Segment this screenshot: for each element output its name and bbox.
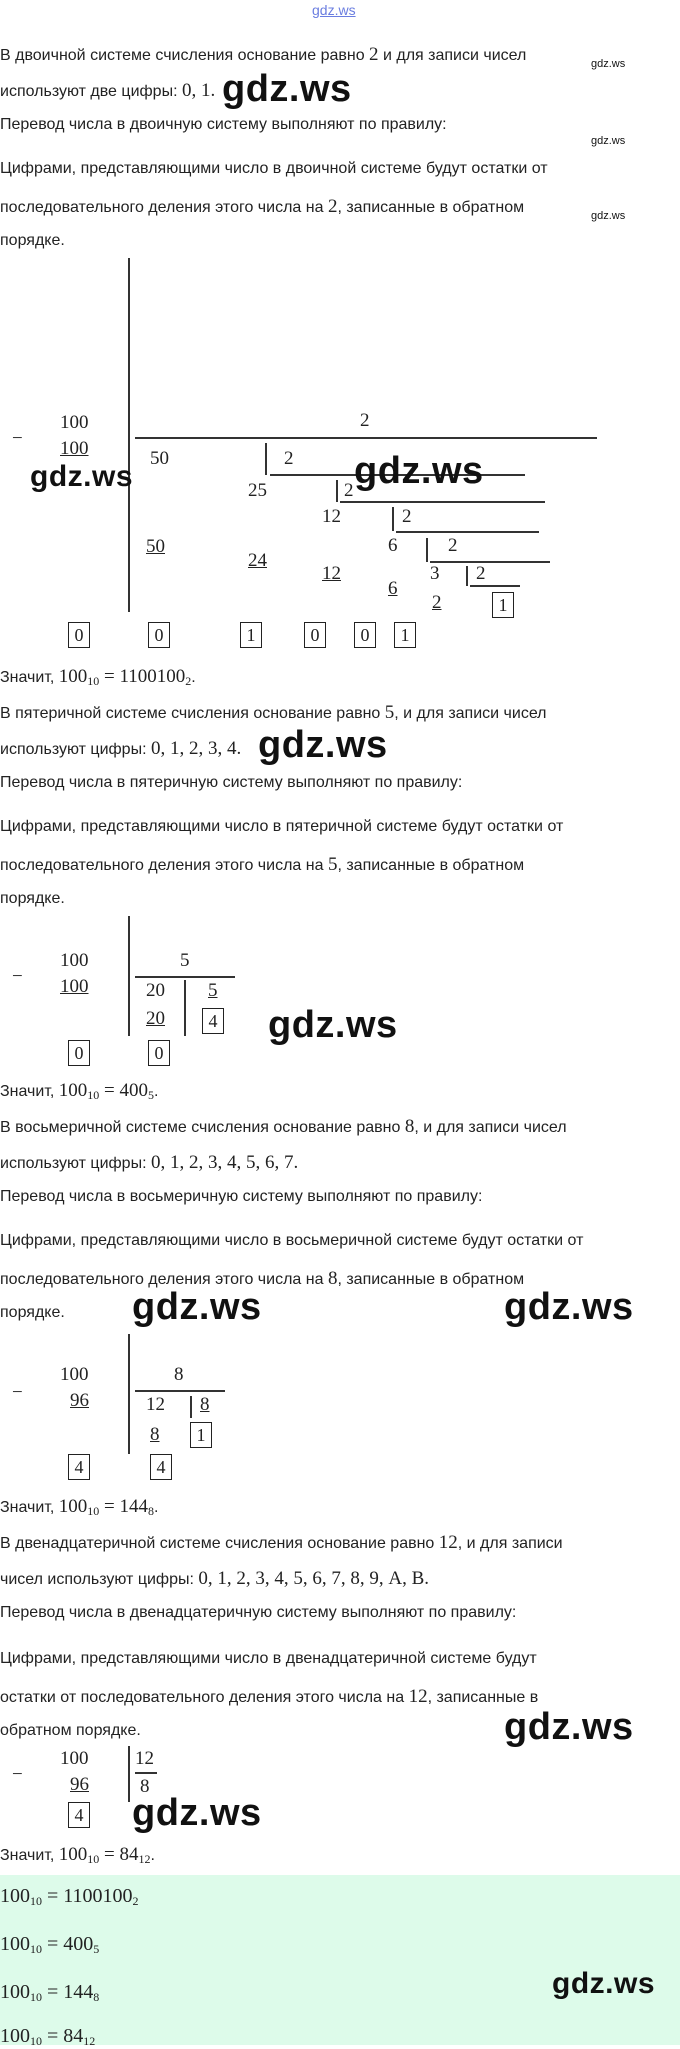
quinary-rule: Перевод числа в пятеричную систему выполняют по правилу: [0,774,463,791]
math: = [99,1844,120,1865]
math: 8 [404,1116,415,1137]
octal-intro-line1 [0,1116,567,1138]
watermark-top[interactable]: gdz.ws [312,2,356,18]
math: 12 [438,1532,458,1553]
octal-rule-desc-2 [0,1268,524,1290]
text: Значит, [0,1847,59,1864]
divisor: 2 [448,535,458,556]
division-bar-vertical [190,1396,192,1418]
remainder-box: 0 [354,622,376,648]
binary-rule-desc-1: Цифрами, представляющими число в двоичной системе будут остатки от [0,160,548,177]
division-bar-vertical [128,1746,130,1802]
subtrahend: 8 [150,1424,160,1445]
text: чисел используют цифры: [0,1571,199,1588]
math: 400 [63,1933,94,1955]
duodecimal-rule-desc-2 [0,1686,538,1708]
division-bar-vertical [392,507,394,531]
math: 100 [0,1933,30,1955]
duodecimal-rule-desc-1: Цифрами, представляющими число в двенадцатеричной системе будут [0,1650,537,1667]
remainder-box: 0 [304,622,326,648]
binary-rule-desc-2 [0,196,524,218]
text: и для записи чисел [378,47,527,64]
remainder-box: 4 [68,1454,90,1480]
quinary-intro-line1 [0,702,547,724]
quotient: 3 [430,563,440,584]
math: 5 [147,1088,154,1102]
subtrahend: 96 [70,1774,89,1795]
text: последовательного деления этого числа на [0,1271,328,1288]
octal-rule-desc-3: порядке. [0,1304,65,1321]
text: используют цифры: [0,741,151,758]
subtrahend: 12 [322,563,341,584]
text: используют две цифры: [0,83,182,100]
math: 0, 1. [181,80,216,101]
division-bar-vertical [466,566,468,586]
octal-rule: Перевод числа в восьмеричную систему выполняют по правилу: [0,1188,483,1205]
math: 0, 1, 2, 3, 4, 5, 6, 7. [150,1152,299,1173]
watermark-large: gdz.ws [268,1004,398,1046]
octal-intro-line2 [0,1152,298,1174]
quinary-intro-line2 [0,738,241,760]
math: = [99,666,120,687]
duodecimal-result [0,1844,155,1867]
math: 2 [369,44,379,65]
divisor: 2 [476,563,486,584]
math: 12 [83,2034,96,2048]
quinary-rule-desc-2 [0,854,524,876]
text: Значит, [0,1083,59,1100]
division-bar-vertical [128,916,130,1036]
math: 10 [87,1504,100,1518]
math: 12 [138,1852,151,1866]
text: последовательного деления этого числа на [0,857,328,874]
remainder-box: 1 [492,592,514,618]
dividend: 100 [60,950,89,971]
subtrahend: 50 [146,536,165,557]
remainder-box: 1 [240,622,262,648]
division-bar-horizontal [135,437,597,439]
math: 8 [327,1268,338,1289]
remainder-box: 4 [202,1008,224,1034]
watermark-large: gdz.ws [552,1967,656,2000]
text: , записанные в обратном [337,1271,525,1288]
math: 10 [30,1990,42,2004]
math: 2 [327,196,338,217]
minus-sign: − [12,966,23,987]
math: 100 [58,1080,88,1101]
octal-rule-desc-1: Цифрами, представляющими число в восьмеричной системе будут остатки от [0,1232,584,1249]
text: , и для записи чисел [414,1119,567,1136]
subtrahend: 96 [70,1390,89,1411]
math: 144 [63,1981,94,2003]
text: , записанные в обратном [337,199,525,216]
math: = [42,1981,64,2003]
summary-line [0,2025,95,2049]
math: 1100100 [63,1885,133,1907]
watermark-large: gdz.ws [132,1792,262,1834]
math: 2 [185,674,192,688]
summary-line [0,1885,139,1909]
math: 5 [384,702,395,723]
division-bar-vertical [128,1334,130,1454]
text: В двоичной системе счисления основание равно [0,47,370,64]
text: , записанные в [427,1689,539,1706]
binary-intro-line2 [0,80,215,102]
division-bar-horizontal [430,561,550,563]
subtrahend: 2 [432,592,442,613]
dividend: 100 [60,1364,89,1385]
remainder-box: 1 [394,622,416,648]
subtrahend: 6 [388,578,398,599]
remainder-box: 0 [68,622,90,648]
math: 10 [87,674,100,688]
math: = [42,1933,64,1955]
octal-result [0,1496,158,1519]
answer-summary [0,1875,680,2048]
math: 0, 1, 2, 3, 4. [150,738,242,759]
math [59,1080,154,1101]
math: 2 [132,1894,139,1908]
subtrahend: 100 [60,438,89,459]
minus-sign: − [12,1382,23,1403]
divisor: 8 [174,1364,184,1385]
text: . [153,1499,159,1516]
division-bar-horizontal [135,1772,157,1774]
division-bar-vertical [184,980,186,1036]
text: Значит, [0,669,59,686]
division-bar-horizontal [135,976,235,978]
math: 100 [58,1496,88,1517]
math: 8 [147,1504,154,1518]
divisor: 8 [200,1394,210,1415]
math: 144 [119,1496,148,1517]
binary-rule-desc-3: порядке. [0,232,65,249]
quinary-rule-desc-1: Цифрами, представляющими число в пятеричной системе будут остатки от [0,818,564,835]
binary-result [0,666,196,689]
text: . [191,669,196,686]
watermark-large: gdz.ws [354,450,484,492]
math: = [42,2025,64,2047]
text: В пятеричной системе счисления основание равно [0,705,385,722]
text: . [150,1847,155,1864]
watermark-large: gdz.ws [132,1286,262,1328]
text: используют цифры: [0,1155,151,1172]
binary-intro-line1 [0,44,526,66]
division-bar-vertical [336,480,338,502]
math: 5 [93,1942,100,1956]
watermark-large: gdz.ws [504,1286,634,1328]
division-bar-vertical [128,258,130,612]
quinary-result [0,1080,158,1103]
watermark-large: gdz.ws [30,460,134,493]
duodecimal-rule-desc-3: обратном порядке. [0,1722,141,1739]
math [59,1844,151,1865]
watermark-small: gdz.ws [591,135,626,147]
math: 10 [87,1088,100,1102]
quotient: 25 [248,480,267,501]
summary-line [0,1981,99,2005]
math: 10 [30,1942,42,1956]
math [59,1496,154,1517]
text: , и для записи чисел [394,705,547,722]
remainder-box: 4 [150,1454,172,1480]
duodecimal-rule: Перевод числа в двенадцатеричную систему выполняют по правилу: [0,1604,517,1621]
duodecimal-intro-line2 [0,1568,429,1590]
division-bar-horizontal [396,531,539,533]
binary-rule: Перевод числа в двоичную систему выполняют по правилу: [0,116,447,133]
math: 8 [93,1990,100,2004]
division-bar-vertical [426,538,428,562]
text: В восьмеричной системе счисления основание равно [0,1119,405,1136]
dividend: 100 [60,412,89,433]
quotient: 6 [388,535,398,556]
minus-sign: − [12,428,23,449]
math: = [42,1885,64,1907]
divisor: 2 [344,480,354,501]
division-bar-vertical [265,443,267,475]
divisor: 2 [284,448,294,469]
quotient: 12 [322,506,341,527]
math [59,666,192,687]
math: 10 [30,1894,42,1908]
division-bar-horizontal [470,585,520,587]
watermark-small: gdz.ws [591,58,626,70]
remainder-box: 0 [68,1040,90,1066]
subtrahend: 20 [146,1008,165,1029]
math: 12 [408,1686,428,1707]
divisor: 2 [360,410,370,431]
math: 400 [119,1080,148,1101]
minus-sign: − [12,1764,23,1785]
text: остатки от последовательного деления этого числа на [0,1689,409,1706]
math: 100 [0,2025,30,2047]
quotient: 20 [146,980,165,1001]
math: 100 [58,1844,88,1865]
remainder-box: 4 [68,1802,90,1828]
math: 10 [30,2034,42,2048]
duodecimal-intro-line1 [0,1532,563,1554]
division-bar-horizontal [135,1390,225,1392]
quotient: 12 [146,1394,165,1415]
text: В двенадцатеричной системе счисления основание равно [0,1535,439,1552]
math: 10 [87,1852,100,1866]
text: , и для записи [457,1535,563,1552]
math: 84 [119,1844,139,1865]
quinary-rule-desc-3: порядке. [0,890,65,907]
text: последовательного деления этого числа на [0,199,328,216]
math: 0, 1, 2, 3, 4, 5, 6, 7, 8, 9, A, B. [198,1568,430,1589]
math: 1100100 [119,666,186,687]
quotient: 8 [140,1776,150,1797]
dividend: 100 [60,1748,89,1769]
watermark-large: gdz.ws [258,724,388,766]
math: 100 [58,666,88,687]
remainder-box: 1 [190,1422,212,1448]
divisor: 5 [208,980,218,1001]
text: Значит, [0,1499,59,1516]
math: 100 [0,1885,30,1907]
math: 100 [0,1981,30,2003]
watermark-large: gdz.ws [504,1706,634,1748]
math: 84 [63,2025,84,2047]
summary-line [0,1933,99,1957]
math: = [99,1496,120,1517]
math: 5 [327,854,338,875]
divisor: 12 [135,1748,154,1769]
quotient: 50 [150,448,169,469]
remainder-box: 0 [148,622,170,648]
text: . [153,1083,159,1100]
watermark-large: gdz.ws [222,68,352,110]
subtrahend: 100 [60,976,89,997]
subtrahend: 24 [248,550,267,571]
math: = [99,1080,120,1101]
divisor: 5 [180,950,190,971]
remainder-box: 0 [148,1040,170,1066]
watermark-small: gdz.ws [591,210,626,222]
division-bar-horizontal [340,501,545,503]
divisor: 2 [402,506,412,527]
text: , записанные в обратном [337,857,525,874]
